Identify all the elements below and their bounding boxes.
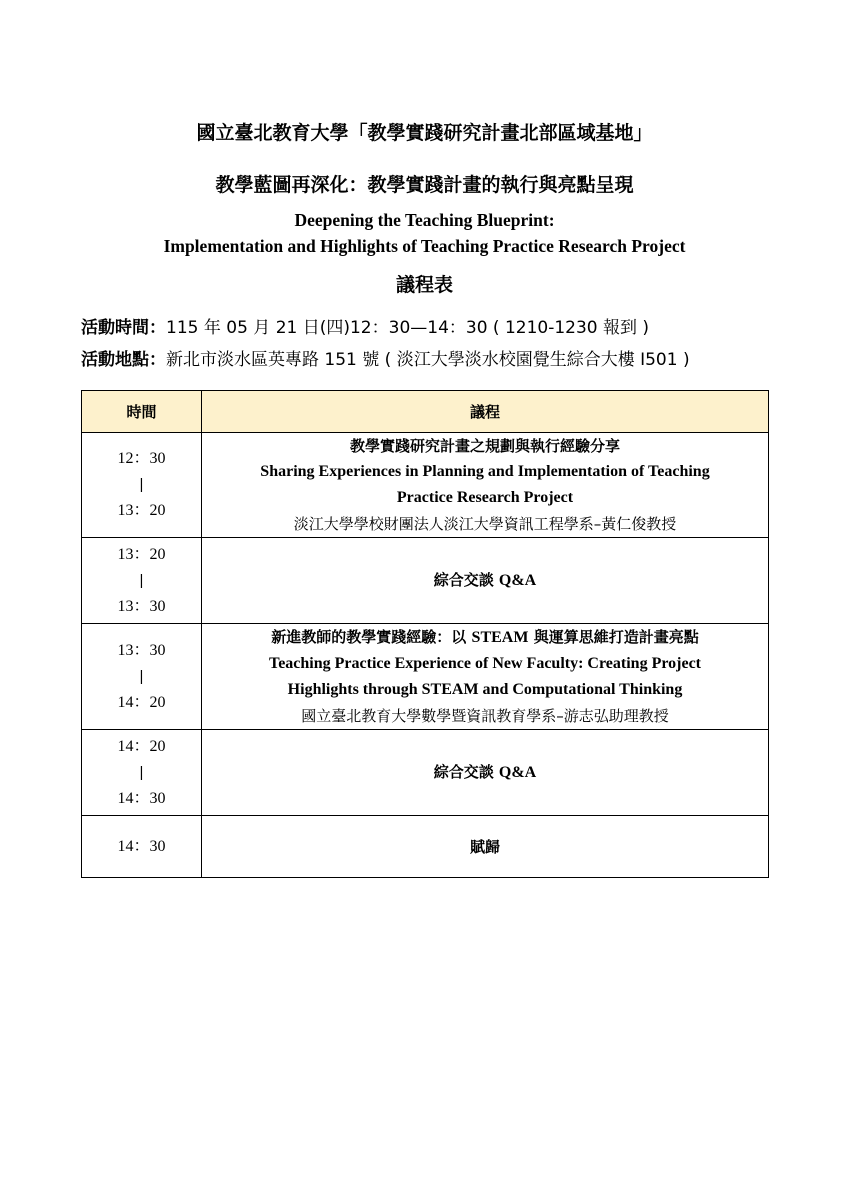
event-time-label: 活動時間： <box>81 318 166 338</box>
time-cell <box>82 538 202 624</box>
time-cell <box>82 816 202 878</box>
agenda-cell <box>202 538 769 624</box>
time-separator: | <box>139 667 144 685</box>
session-title-en-2: Highlights through STEAM and Computational Thinking <box>287 681 683 698</box>
end-time: 14：20 <box>117 693 166 711</box>
speaker: 國立臺北教育大學數學暨資訊教育學系–游志弘助理教授 <box>301 707 669 725</box>
time-separator: | <box>139 476 144 493</box>
english-title <box>0 207 849 259</box>
session-title: 綜合交談 <box>433 763 494 781</box>
start-time: 12：30 <box>117 450 166 467</box>
event-place <box>81 345 690 370</box>
table-header-row <box>82 391 769 433</box>
agenda-table <box>81 390 769 878</box>
event-time <box>81 313 649 338</box>
start-time: 14：20 <box>117 737 166 755</box>
agenda-heading: 議程表 <box>395 274 453 296</box>
agenda-cell <box>202 624 769 730</box>
header-agenda: 議程 <box>202 391 769 433</box>
session-title-en: Q&A <box>498 764 537 781</box>
header-time: 時間 <box>82 391 202 433</box>
time-cell <box>82 433 202 538</box>
time-cell <box>82 624 202 730</box>
end-time: 14：30 <box>117 837 166 855</box>
agenda-cell <box>202 816 769 878</box>
table-row <box>82 624 769 730</box>
event-place-value: 新北市淡水區英專路 151 號 ( 淡江大學淡水校園覺生綜合大樓 I501 ) <box>166 350 690 370</box>
session-title: 教學實踐研究計畫之規劃與執行經驗分享 <box>349 437 620 455</box>
agenda-cell <box>202 730 769 816</box>
time-separator: | <box>139 571 144 589</box>
event-subtitle: 教學藍圖再深化：教學實踐計畫的執行與亮點呈現 <box>215 174 634 196</box>
time-cell <box>82 730 202 816</box>
event-title: 國立臺北教育大學「教學實踐研究計畫北部區域基地」 <box>196 122 653 144</box>
table-row <box>82 730 769 816</box>
start-time: 13：30 <box>117 641 166 659</box>
session-title-en-1: Sharing Experiences in Planning and Implementation of Teaching <box>260 463 710 480</box>
start-time: 13：20 <box>117 545 166 563</box>
table-row <box>82 538 769 624</box>
event-place-label: 活動地點： <box>81 350 166 370</box>
english-title-line2: Implementation and Highlights of Teaching Practice Research Project <box>163 236 686 256</box>
event-time-value: 115 年 05 月 21 日(四)12：30—14：30 ( 1210-1230 報到 ) <box>166 318 650 338</box>
session-title-part-a: 新進教師的教學實踐經驗：以 <box>271 628 467 646</box>
agenda-cell <box>202 433 769 538</box>
end-time: 13：30 <box>117 597 166 615</box>
session-title-en-2: Practice Research Project <box>396 489 574 506</box>
session-title-en: Q&A <box>498 572 537 589</box>
session-title-en-1: Teaching Practice Experience of New Faculty: Creating Project <box>268 655 702 672</box>
speaker: 淡江大學學校財團法人淡江大學資訊工程學系–黃仁俊教授 <box>293 515 677 533</box>
table-row <box>82 433 769 538</box>
session-title: 賦歸 <box>469 837 500 856</box>
session-title-steam: STEAM <box>471 629 529 646</box>
time-separator: | <box>139 763 144 781</box>
table-row <box>82 816 769 878</box>
end-time: 14：30 <box>117 789 166 807</box>
session-title-part-b: 與運算思維打造計畫亮點 <box>533 628 699 646</box>
session-title: 綜合交談 <box>433 571 494 589</box>
end-time: 13：20 <box>117 502 166 519</box>
session-title <box>202 624 768 651</box>
english-title-line1: Deepening the Teaching Blueprint: <box>294 210 555 230</box>
